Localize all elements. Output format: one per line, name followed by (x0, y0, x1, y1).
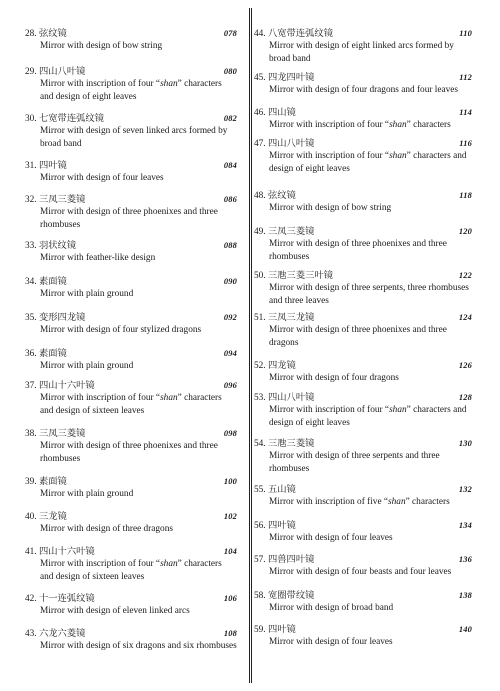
page-number: 104 (223, 547, 237, 556)
entry-description: Mirror with design of three serpents, three rhombuses and three leaves (269, 283, 469, 306)
toc-entry-header (254, 624, 472, 636)
entry-title: 36. 素面镜 (25, 349, 67, 359)
entry-description: Mirror with design of six dragons and six rhombuses (40, 641, 237, 652)
toc-entry (254, 392, 472, 429)
toc-entry (254, 270, 472, 307)
toc-entry (25, 113, 237, 150)
entry-description: Mirror with design of eleven linked arcs (40, 606, 190, 617)
toc-entry (254, 107, 472, 132)
toc-entry-header (254, 360, 472, 372)
toc-entry (254, 360, 472, 385)
toc-entry-header (25, 348, 237, 360)
toc-entry-header (25, 276, 237, 288)
page-number: 098 (223, 429, 237, 438)
toc-entry (25, 28, 237, 53)
entry-description: Mirror with design of four stylized dragons (40, 325, 202, 336)
toc-entry-header (25, 593, 237, 605)
page-number: 106 (223, 594, 237, 603)
toc-entry (25, 428, 237, 465)
entry-description: Mirror with inscription of four “shan” characters (269, 120, 451, 131)
toc-entry (254, 624, 472, 649)
entry-title: 59. 四叶镜 (254, 625, 296, 635)
toc-entry (254, 438, 472, 475)
entry-title: 35. 变形四龙镜 (25, 313, 86, 323)
toc-entry-header (25, 476, 237, 488)
page-number: 086 (223, 195, 237, 204)
page-number: 126 (458, 361, 472, 370)
toc-entry (25, 593, 237, 618)
toc-entry (254, 226, 472, 263)
page-number: 082 (223, 114, 237, 123)
entry-description: Mirror with design of three phoenixes and three rhombuses (269, 239, 447, 262)
toc-entry (25, 194, 237, 231)
entry-description: Mirror with design of eight linked arcs formed by broad band (269, 41, 454, 64)
toc-entry-header (254, 484, 472, 496)
toc-entry (25, 628, 237, 653)
entry-title: 55. 五山镜 (254, 485, 296, 495)
entry-description: Mirror with design of seven linked arcs formed by broad band (40, 126, 228, 149)
toc-entry (25, 511, 237, 536)
toc-entry-header (25, 160, 237, 172)
toc-entry (25, 160, 237, 185)
entry-description: Mirror with design of bow string (40, 41, 163, 52)
page-number: 078 (223, 29, 237, 38)
toc-entry (254, 484, 472, 509)
toc-entry-header (254, 590, 472, 602)
page-number: 096 (223, 381, 237, 390)
entry-description: Mirror with design of four dragons and four leaves (269, 85, 458, 96)
toc-entry-header (25, 546, 237, 558)
entry-title: 52. 四龙镜 (254, 361, 296, 371)
entry-title: 30. 七宽带连弧纹镜 (25, 114, 105, 124)
entry-title: 57. 四兽四叶镜 (254, 555, 315, 565)
entry-description: Mirror with plain ground (40, 489, 134, 500)
entry-title: 46. 四山镜 (254, 108, 296, 118)
page-number: 132 (458, 485, 472, 494)
entry-title: 47. 四山八叶镜 (254, 139, 315, 149)
entry-title: 41. 四山十六叶镜 (25, 547, 95, 557)
toc-entry-header (254, 554, 472, 566)
entry-description: Mirror with inscription of four “shan” characters and design of eight leaves (269, 405, 467, 428)
entry-title: 58. 宽圈带纹镜 (254, 591, 315, 601)
toc-entry-header (25, 66, 237, 78)
page-number: 088 (223, 241, 237, 250)
entry-description: Mirror with inscription of four “shan” characters and design of eight leaves (40, 79, 222, 102)
entry-description: Mirror with feather-like design (40, 253, 156, 264)
entry-description: Mirror with inscription of five “shan” characters (269, 497, 450, 508)
entry-description: Mirror with design of three phoenixes and three rhombuses (40, 207, 218, 230)
entry-description: Mirror with inscription of four “shan” characters and design of sixteen leaves (40, 393, 222, 416)
page-number: 134 (458, 521, 472, 530)
page-number: 130 (458, 439, 472, 448)
toc-entry (254, 72, 472, 97)
page-number: 110 (459, 29, 472, 38)
entry-title: 34. 素面镜 (25, 277, 67, 287)
page-number: 120 (458, 227, 472, 236)
page-number: 102 (223, 512, 237, 521)
toc-entry-header (25, 380, 237, 392)
entry-title: 28. 弦纹镜 (25, 29, 67, 39)
entry-description: Mirror with plain ground (40, 289, 134, 300)
toc-entry (25, 276, 237, 301)
page-number: 118 (459, 191, 472, 200)
entry-description: Mirror with design of three serpents and three rhombuses (269, 451, 440, 474)
entry-description: Mirror with design of bow string (269, 203, 392, 214)
entry-description: Mirror with design of four dragons (269, 373, 399, 384)
entry-description: Mirror with plain ground (40, 361, 134, 372)
toc-entry (25, 348, 237, 373)
page-number: 080 (223, 67, 237, 76)
entry-title: 45. 四龙四叶镜 (254, 73, 315, 83)
toc-entry-header (25, 28, 237, 40)
toc-entry-header (254, 107, 472, 119)
entry-title: 38. 三凤三菱镜 (25, 429, 86, 439)
toc-entry-header (25, 628, 237, 640)
toc-entry (254, 312, 472, 349)
toc-entry (25, 66, 237, 103)
entry-title: 32. 三凤三菱镜 (25, 195, 86, 205)
toc-entry-header (254, 138, 472, 150)
entry-title: 31. 四叶镜 (25, 161, 67, 171)
entry-description: Mirror with design of three dragons (40, 524, 173, 535)
toc-entry-header (254, 520, 472, 532)
entry-title: 56. 四叶镜 (254, 521, 296, 531)
page-number: 112 (459, 73, 472, 82)
page-number: 136 (458, 555, 472, 564)
toc-entry-header (254, 392, 472, 404)
column-divider-left (249, 8, 250, 683)
page-number: 124 (458, 313, 472, 322)
page-number: 138 (458, 591, 472, 600)
page-number: 108 (223, 629, 237, 638)
entry-description: Mirror with design of four leaves (269, 533, 393, 544)
entry-title: 43. 六龙六菱镜 (25, 629, 86, 639)
toc-entry-header (25, 240, 237, 252)
entry-description: Mirror with design of three phoenixes and three rhombuses (40, 441, 218, 464)
toc-entry (254, 190, 472, 215)
toc-entry (254, 138, 472, 175)
entry-title: 42. 十一连弧纹镜 (25, 594, 95, 604)
entry-title: 48. 弦纹镜 (254, 191, 296, 201)
entry-title: 44. 八宽带连弧纹镜 (254, 29, 334, 39)
entry-title: 53. 四山八叶镜 (254, 393, 315, 403)
toc-entry-header (254, 28, 472, 40)
entry-description: Mirror with design of four beasts and four leaves (269, 567, 452, 578)
toc-entry-header (25, 511, 237, 523)
page-number: 094 (223, 349, 237, 358)
entry-title: 37. 四山十六叶镜 (25, 381, 95, 391)
toc-entry-header (254, 270, 472, 282)
entry-description: Mirror with design of four leaves (269, 637, 393, 648)
toc-entry (254, 590, 472, 615)
toc-entry-header (25, 194, 237, 206)
entry-description: Mirror with inscription of four “shan” characters and design of sixteen leaves (40, 559, 222, 582)
toc-entry-header (25, 428, 237, 440)
page-number: 090 (223, 277, 237, 286)
entry-title: 49. 三凤三菱镜 (254, 227, 315, 237)
entry-title: 50. 三虺三菱三叶镜 (254, 271, 334, 281)
toc-entry-header (254, 438, 472, 450)
page-number: 140 (458, 625, 472, 634)
entry-description: Mirror with design of four leaves (40, 173, 164, 184)
page-number: 122 (458, 271, 472, 280)
page-number: 114 (459, 108, 472, 117)
entry-title: 39. 素面镜 (25, 477, 67, 487)
column-divider-right (251, 8, 252, 683)
page-number: 116 (459, 139, 472, 148)
toc-entry (254, 28, 472, 65)
entry-description: Mirror with design of three phoenixes and three dragons (269, 325, 447, 348)
entry-description: Mirror with design of broad band (269, 603, 394, 614)
entry-title: 29. 四山八叶镜 (25, 67, 86, 77)
toc-entry (25, 476, 237, 501)
entry-title: 54. 三虺三菱镜 (254, 439, 315, 449)
entry-description: Mirror with inscription of four “shan” characters and design of eight leaves (269, 151, 467, 174)
entry-title: 51. 三凤三龙镜 (254, 313, 315, 323)
page-number: 128 (458, 393, 472, 402)
toc-entry (254, 520, 472, 545)
toc-entry-header (254, 312, 472, 324)
toc-entry (25, 240, 237, 265)
toc-entry-header (254, 190, 472, 202)
toc-entry-header (254, 226, 472, 238)
toc-entry-header (25, 312, 237, 324)
entry-title: 40. 三龙镜 (25, 512, 67, 522)
toc-entry (254, 554, 472, 579)
toc-entry-header (254, 72, 472, 84)
page-number: 100 (223, 477, 237, 486)
toc-entry (25, 312, 237, 337)
toc-entry (25, 380, 237, 417)
toc-entry-header (25, 113, 237, 125)
toc-entry (25, 546, 237, 583)
page-number: 084 (223, 161, 237, 170)
page-number: 092 (223, 313, 237, 322)
entry-title: 33. 羽状纹镜 (25, 241, 77, 251)
